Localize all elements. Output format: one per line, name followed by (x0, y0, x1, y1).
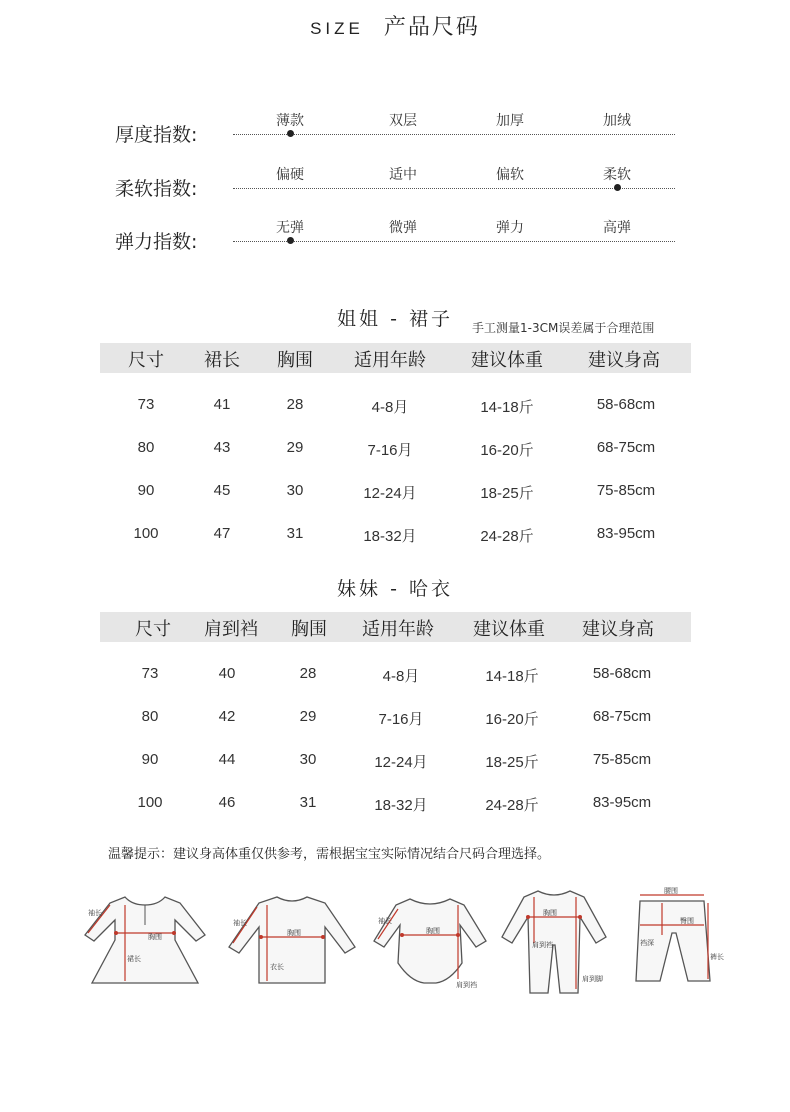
bodysuit-label-1: 胸围 (426, 927, 440, 935)
scale-line (233, 241, 675, 242)
scale-option: 高弹 (603, 220, 631, 236)
page-title (0, 10, 790, 41)
bodysuit-label-2: 肩到裆 (456, 981, 477, 989)
table-cell: 31 (286, 525, 304, 542)
table-cell: 7-16月 (367, 442, 413, 459)
table-cell: 30 (286, 482, 304, 499)
column-header: 裙长 (204, 350, 240, 371)
scale-option: 加厚 (496, 113, 524, 129)
column-header: 建议体重 (473, 619, 545, 640)
romper-label-1: 肩到裆 (532, 941, 553, 949)
table-cell: 43 (213, 439, 231, 456)
table-cell: 28 (286, 396, 304, 413)
table-cell: 24-28斤 (480, 528, 534, 545)
scale-option: 加绒 (603, 113, 631, 129)
scale-label: 柔软指数: (115, 178, 198, 200)
table-cell: 18-32月 (363, 528, 417, 545)
table-cell: 12-24月 (363, 485, 417, 502)
table-cell: 16-20斤 (480, 442, 534, 459)
table-cell: 31 (299, 794, 317, 811)
scale-option: 弹力 (496, 220, 524, 236)
table-cell: 90 (141, 751, 159, 768)
column-header: 适用年龄 (354, 350, 426, 371)
table-cell: 29 (286, 439, 304, 456)
table-cell: 12-24月 (374, 754, 428, 771)
dress-label-0: 袖长 (88, 909, 102, 917)
table-cell: 7-16月 (378, 711, 424, 728)
column-header: 建议身高 (582, 619, 654, 640)
table-cell: 18-32月 (374, 797, 428, 814)
column-header: 建议体重 (471, 350, 543, 371)
table-cell: 14-18斤 (485, 668, 539, 685)
table-cell: 100 (137, 794, 163, 811)
column-header: 建议身高 (588, 350, 660, 371)
table-cell: 73 (141, 665, 159, 682)
table-cell: 83-95cm (596, 525, 656, 542)
table-cell: 30 (299, 751, 317, 768)
table1-header (100, 343, 691, 373)
table-cell: 73 (137, 396, 155, 413)
column-header: 尺寸 (135, 619, 171, 640)
dress-label-2: 裙长 (127, 955, 141, 963)
table-cell: 45 (213, 482, 231, 499)
scale-row (115, 110, 685, 150)
table-cell: 75-85cm (592, 751, 652, 768)
romper-diagram (498, 885, 610, 1003)
bodysuit-diagram (370, 885, 490, 995)
table-cell: 24-28斤 (485, 797, 539, 814)
table-cell: 29 (299, 708, 317, 725)
top-label-2: 衣长 (270, 963, 284, 971)
scale-option: 柔软 (603, 167, 631, 183)
scale-option: 适中 (389, 167, 417, 183)
scale-option: 双层 (389, 113, 417, 129)
table-cell: 4-8月 (371, 399, 409, 416)
table-cell: 40 (218, 665, 236, 682)
pants-label-1: 臀围 (680, 917, 694, 925)
table-cell: 80 (141, 708, 159, 725)
title-en: SIZE (310, 19, 364, 38)
pants-label-2: 裆深 (640, 939, 654, 947)
scale-row (115, 164, 685, 204)
scale-option: 微弹 (389, 220, 417, 236)
tip-text: 温馨提示：建议身高体重仅供参考，需根据宝宝实际情况结合尺码合理选择。 (108, 847, 551, 862)
table2-title: 妹妹 - 哈衣 (337, 578, 453, 600)
column-header: 胸围 (277, 350, 313, 371)
pants-label-3: 裤长 (710, 953, 724, 961)
scale-row (115, 217, 685, 257)
table-cell: 75-85cm (596, 482, 656, 499)
scale-option: 薄款 (276, 113, 304, 129)
column-header: 适用年龄 (362, 619, 434, 640)
table-cell: 16-20斤 (485, 711, 539, 728)
table1-title: 姐姐 - 裙子 (337, 308, 453, 330)
table-cell: 80 (137, 439, 155, 456)
title-cn: 产品尺码 (383, 15, 480, 40)
scale-label: 厚度指数: (115, 124, 198, 146)
scale-option: 偏硬 (276, 167, 304, 183)
column-header: 肩到裆 (204, 619, 258, 640)
column-header: 胸围 (291, 619, 327, 640)
scale-marker (287, 130, 294, 137)
romper-label-2: 肩到脚 (582, 975, 603, 983)
scale-option: 偏软 (496, 167, 524, 183)
table-cell: 4-8月 (382, 668, 420, 685)
table-cell: 58-68cm (596, 396, 656, 413)
table-cell: 68-75cm (592, 708, 652, 725)
table-cell: 28 (299, 665, 317, 682)
dress-label-1: 胸围 (148, 933, 162, 941)
table-cell: 83-95cm (592, 794, 652, 811)
scale-marker (614, 184, 621, 191)
table2-header (100, 612, 691, 642)
table-cell: 47 (213, 525, 231, 542)
table-cell: 100 (133, 525, 159, 542)
table-cell: 42 (218, 708, 236, 725)
measure-note: 手工测量1-3CM误差属于合理范围 (472, 321, 655, 335)
column-header: 尺寸 (128, 350, 164, 371)
scale-option: 无弹 (276, 220, 304, 236)
scale-line (233, 134, 675, 135)
scale-label: 弹力指数: (115, 231, 198, 253)
table-cell: 14-18斤 (480, 399, 534, 416)
pants-diagram (622, 885, 722, 995)
table-cell: 68-75cm (596, 439, 656, 456)
pants-label-0: 腰围 (664, 887, 678, 895)
scale-marker (287, 237, 294, 244)
top-label-1: 胸围 (287, 929, 301, 937)
table-cell: 90 (137, 482, 155, 499)
bodysuit-label-0: 袖长 (378, 917, 392, 925)
table-cell: 44 (218, 751, 236, 768)
table-cell: 18-25斤 (485, 754, 539, 771)
table-cell: 41 (213, 396, 231, 413)
dress-diagram (80, 885, 210, 995)
scale-line (233, 188, 675, 189)
table-cell: 58-68cm (592, 665, 652, 682)
romper-label-0: 胸围 (543, 909, 557, 917)
table-cell: 46 (218, 794, 236, 811)
top-diagram (225, 885, 360, 995)
top-label-0: 袖长 (233, 919, 247, 927)
table-cell: 18-25斤 (480, 485, 534, 502)
